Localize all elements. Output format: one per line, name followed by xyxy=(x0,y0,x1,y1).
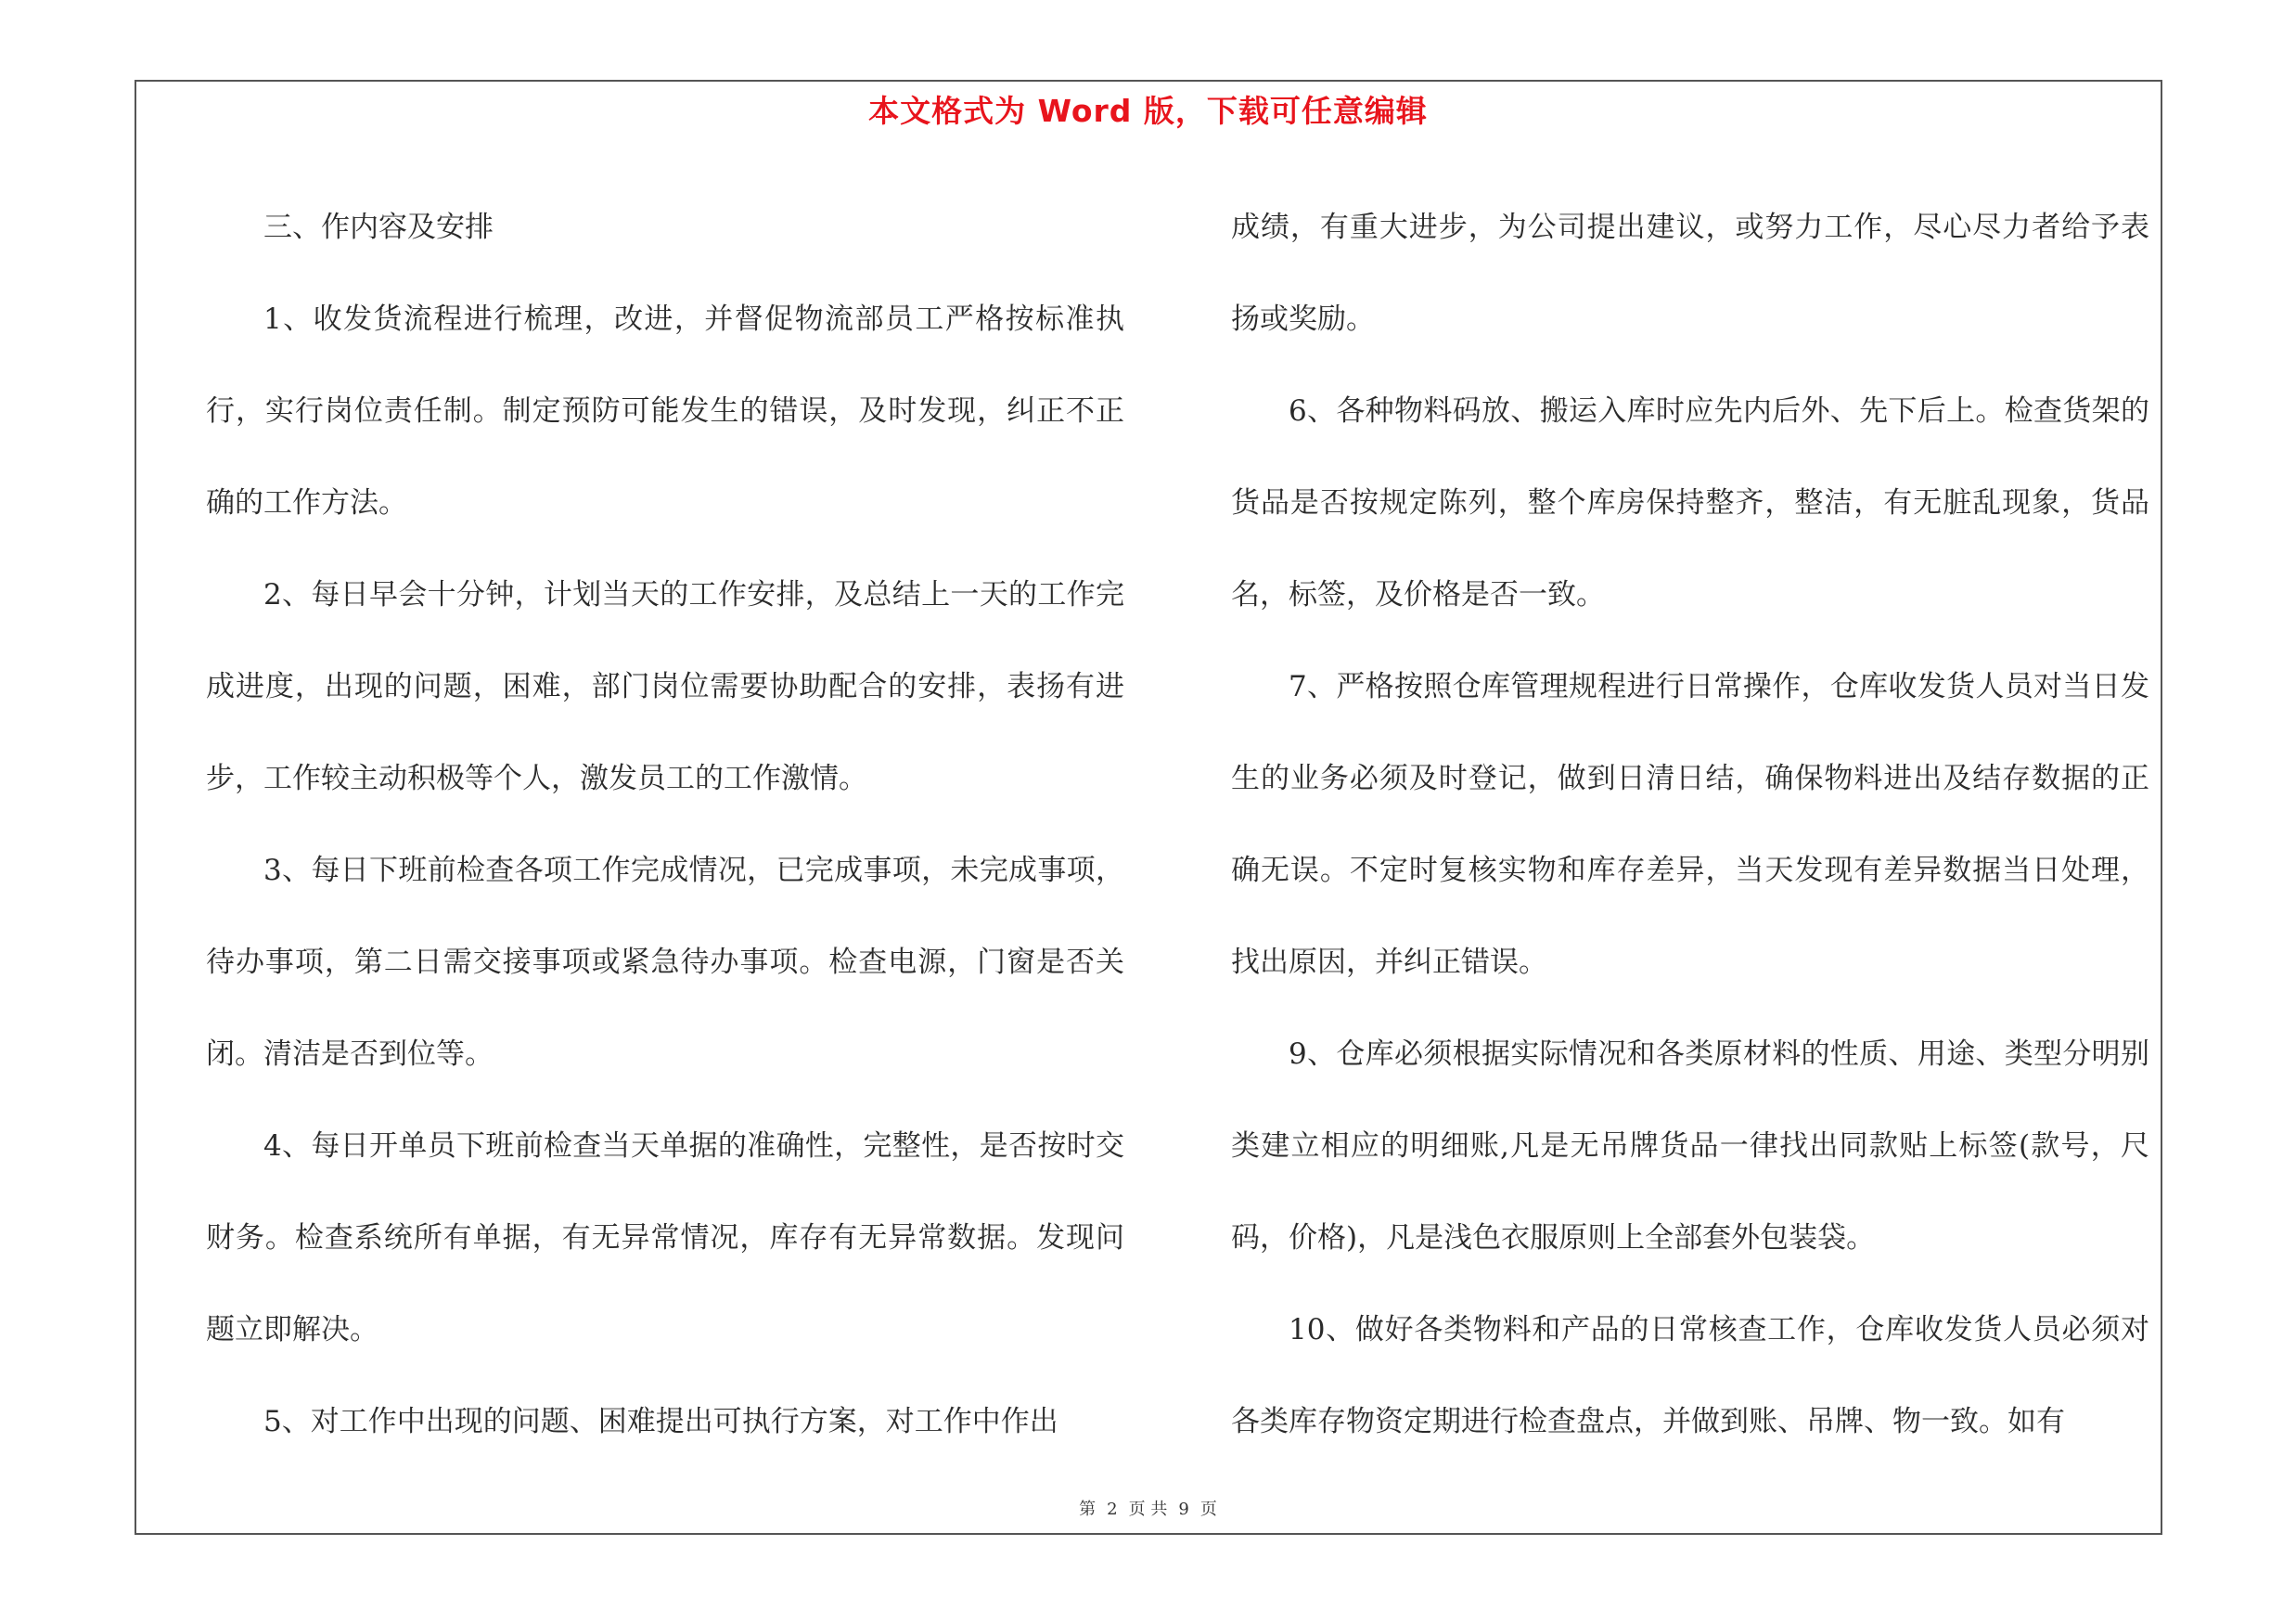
left-column xyxy=(206,182,1124,1468)
footer-suffix: 页 xyxy=(1199,1500,1217,1519)
right-column xyxy=(1231,182,2149,1468)
paragraph-item-1: 1、收发货流程进行梳理，改进，并督促物流部员工严格按标准执行，实行岗位责任制。制定预防可能发生的错误，及时发现，纠正不正确的工作方法。 xyxy=(206,303,1124,520)
paragraph-item-6: 6、各种物料码放、搬运入库时应先内后外、先下后上。检查货架的货品是否按规定陈列，整个库房保持整齐，整洁，有无脏乱现象，货品名，标签，及价格是否一致。 xyxy=(1231,394,2149,612)
paragraph-item-9: 9、仓库必须根据实际情况和各类原材料的性质、用途、类型分明别类建立相应的明细账,凡是无吊牌货品一律找出同款贴上标签(款号，尺码，价格)，凡是浅色衣服原则上全部套外包装袋。 xyxy=(1231,1037,2149,1255)
paragraph-item-10: 10、做好各类物料和产品的日常核查工作，仓库收发货人员必须对各类库存物资定期进行检查盘点，并做到账、吊牌、物一致。如有 xyxy=(1231,1313,2149,1438)
page-footer xyxy=(0,1496,2296,1520)
paragraph-item-4: 4、每日开单员下班前检查当天单据的准确性，完整性，是否按时交财务。检查系统所有单据，有无异常情况，库存有无异常数据。发现问题立即解决。 xyxy=(206,1129,1124,1346)
page-number: 2 xyxy=(1107,1500,1118,1519)
footer-prefix: 第 xyxy=(1079,1500,1097,1519)
editable-notice-banner: 本文格式为 Word 版，下载可任意编辑 xyxy=(868,93,1428,129)
total-pages: 9 xyxy=(1178,1500,1189,1519)
paragraph-item-2: 2、每日早会十分钟，计划当天的工作安排，及总结上一天的工作完成进度，出现的问题，困难，部门岗位需要协助配合的安排，表扬有进步，工作较主动积极等个人，激发员工的工作激情。 xyxy=(206,578,1124,795)
section-heading: 三、作内容及安排 xyxy=(263,211,494,244)
footer-mid: 页 共 xyxy=(1128,1500,1168,1519)
paragraph-item-5-start: 5、对工作中出现的问题、困难提出可执行方案，对工作中作出 xyxy=(263,1405,1058,1438)
paragraph-item-3: 3、每日下班前检查各项工作完成情况，已完成事项，未完成事项，待办事项，第二日需交接事项或紧急待办事项。检查电源，门窗是否关闭。清洁是否到位等。 xyxy=(206,854,1124,1071)
paragraph-item-5-continued: 成绩，有重大进步，为公司提出建议，或努力工作，尽心尽力者给予表扬或奖励。 xyxy=(1231,211,2149,336)
paragraph-item-7: 7、严格按照仓库管理规程进行日常操作，仓库收发货人员对当日发生的业务必须及时登记，做到日清日结，确保物料进出及结存数据的正确无误。不定时复核实物和库存差异，当天发现有差异数据当日处理，找出原因，并纠正错误。 xyxy=(1231,670,2149,979)
